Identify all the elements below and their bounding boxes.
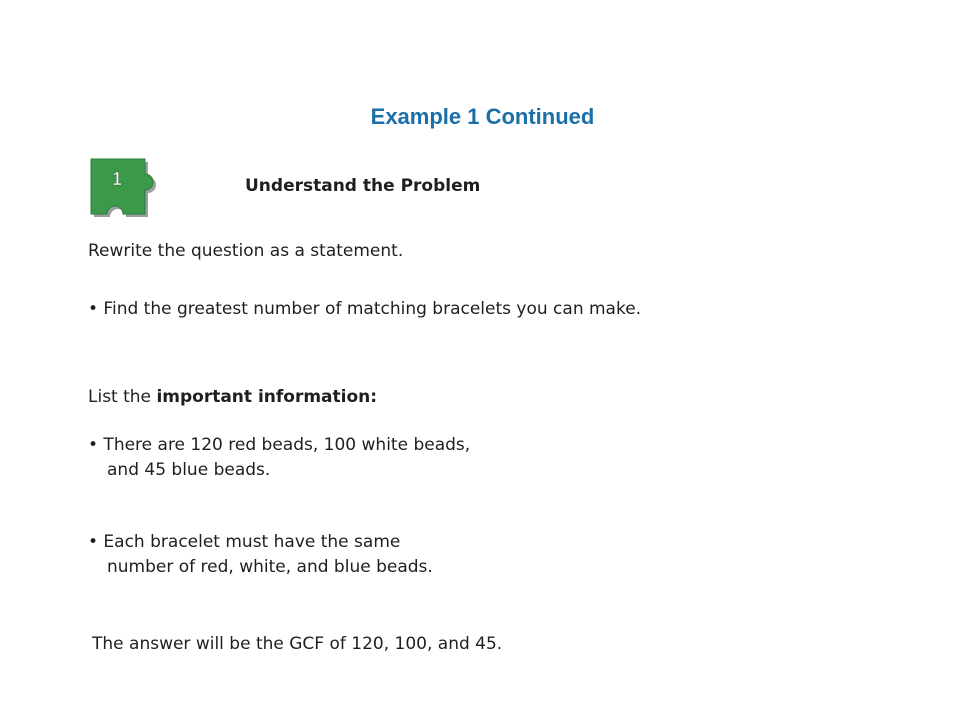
puzzle-piece-icon <box>85 152 165 218</box>
rewrite-instruction: Rewrite the question as a statement. <box>88 241 404 261</box>
list-heading-prefix: List the <box>88 387 157 407</box>
info-bullet <box>88 530 433 580</box>
info-bullet <box>88 433 470 483</box>
answer-statement: The answer will be the GCF of 120, 100, and 45. <box>92 634 503 654</box>
step-heading: Understand the Problem <box>245 176 481 196</box>
info-bullet-line: • Each bracelet must have the same <box>88 532 401 552</box>
info-bullet-line: • There are 120 red beads, 100 white beads, <box>88 435 471 455</box>
step-number: 1 <box>111 169 123 189</box>
list-heading-bold: important information: <box>156 387 378 407</box>
info-bullet-continuation: and 45 blue beads. <box>107 460 271 480</box>
slide-title: Example 1 Continued <box>370 104 595 129</box>
list-heading <box>88 385 377 410</box>
rewrite-bullet: • Find the greatest number of matching bracelets you can make. <box>88 299 642 319</box>
info-bullet-continuation: number of red, white, and blue beads. <box>107 557 433 577</box>
